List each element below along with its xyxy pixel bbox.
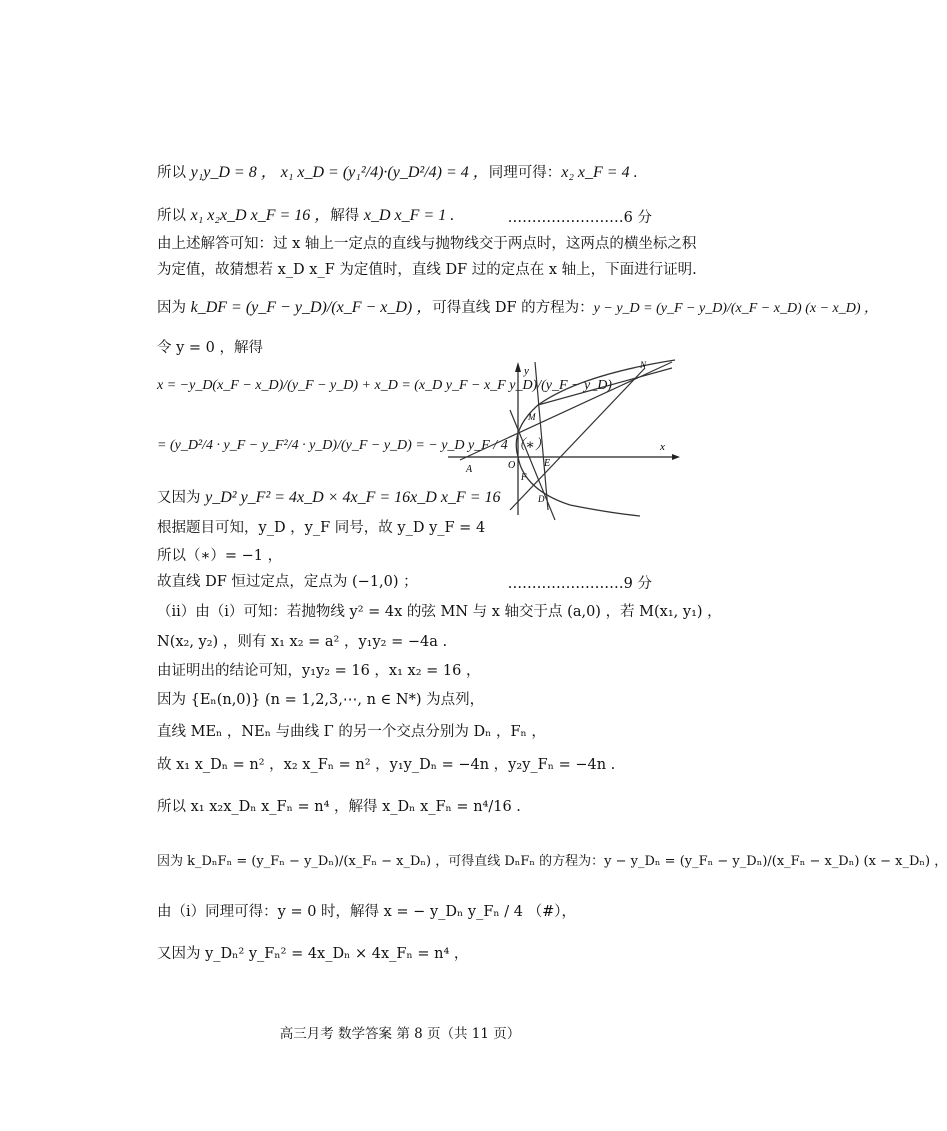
line-17: 直线 MEₙ ，NEₙ 与曲线 Γ 的另一个交点分别为 Dₙ ，Fₙ ， bbox=[157, 724, 546, 740]
line-2-cn2: 解得 bbox=[330, 208, 364, 224]
line-4: 为定值，故猜想若 x_D x_F 为定值时，直线 DF 过的定点在 x 轴上，下面进行证明. bbox=[157, 262, 697, 278]
line-14: N(x₂, y₂) ，则有 x₁ x₂ = a² ，y₁y₂ = −4a . bbox=[157, 634, 448, 650]
line-2-math: x₁ x₂x_D x_F = 16 ， bbox=[190, 207, 331, 224]
line-2-cn: 所以 bbox=[157, 208, 191, 224]
label-x: x bbox=[660, 441, 665, 453]
page-footer: 高三月考 数学答案 第 8 页（共 11 页） bbox=[279, 1026, 521, 1042]
label-N: N bbox=[640, 360, 647, 370]
score-6: ……………………6 分 bbox=[507, 210, 652, 226]
parabola-figure bbox=[440, 350, 680, 520]
line-9-math: y_D² y_F² = 4x_D × 4x_F = 16x_D x_F = 16 bbox=[205, 489, 501, 506]
line-15: 由证明出的结论可知，y₁y₂ = 16 ，x₁ x₂ = 16 ， bbox=[157, 663, 481, 679]
label-A: A bbox=[466, 464, 473, 475]
label-D: D bbox=[538, 494, 545, 504]
line-NF bbox=[510, 368, 645, 510]
line-21: 由（i）同理可得：y = 0 时，解得 x = − y_Dₙ y_Fₙ / 4 （#）， bbox=[157, 904, 577, 920]
line-13: （ii）由（i）可知：若抛物线 y² = 4x 的弦 MN 与 x 轴交于点 (a,0) ，若 M(x₁, y₁) ， bbox=[157, 604, 722, 620]
line-6: 令 y = 0 ，解得 bbox=[157, 340, 264, 356]
line-1-math2: x₂ x_F = 4 . bbox=[561, 164, 638, 181]
line-18: 故 x₁ x_Dₙ = n² ，x₂ x_Fₙ = n² ，y₁y_Dₙ = −4n ，y₂y_Fₙ = −4n . bbox=[157, 757, 616, 773]
line-7: x = −y_D(x_F − x_D)/(y_F − y_D) + x_D = (x_D y_F − x_F y_D)/(y_F − y_D) bbox=[157, 378, 612, 393]
score-9: ……………………9 分 bbox=[507, 576, 652, 592]
label-E: E bbox=[544, 458, 551, 469]
line-20: 因为 k_DₙFₙ = (y_Fₙ − y_Dₙ)/(x_Fₙ − x_Dₙ) ，可得直线 DₙFₙ 的方程为：y − y_Dₙ = (y_Fₙ − y_Dₙ)/(x_Fₙ − x_Dₙ) (x − x_Dₙ) ， bbox=[157, 854, 947, 869]
line-5-math2: y − y_D = (y_F − y_D)/(x_F − x_D) (x − x_D) ， bbox=[593, 301, 879, 316]
label-O: O bbox=[508, 460, 516, 471]
x-axis-arrow bbox=[672, 454, 680, 460]
parabola-curve bbox=[516, 360, 675, 516]
line-2-math2: x_D x_F = 1 . bbox=[363, 207, 455, 224]
line-1-math: y₁y_D = 8 ， x₁ x_D = (y₁²/4)·(y_D²/4) = 4 ， bbox=[190, 164, 489, 181]
label-F: F bbox=[521, 472, 527, 482]
line-1-cn: 所以 bbox=[157, 165, 191, 181]
line-5-cn2: 可得直线 DF 的方程为： bbox=[432, 300, 594, 316]
line-2 bbox=[157, 206, 454, 226]
label-M: M bbox=[528, 412, 536, 422]
line-22: 又因为 y_Dₙ² y_Fₙ² = 4x_Dₙ × 4x_Fₙ = n⁴ ， bbox=[157, 946, 469, 962]
line-8: = (y_D²/4 · y_F − y_F²/4 · y_D)/(y_F − y_D) = − y_D y_F / 4 （∗） bbox=[157, 438, 549, 453]
y-axis-arrow bbox=[515, 362, 521, 372]
line-10: 根据题目可知，y_D ，y_F 同号，故 y_D y_F = 4 bbox=[157, 520, 486, 536]
line-12: 故直线 DF 恒过定点，定点为 (−1,0) ； bbox=[157, 574, 418, 590]
line-3: 由上述解答可知：过 x 轴上一定点的直线与抛物线交于两点时，这两点的横坐标之积 bbox=[157, 236, 697, 252]
line-5 bbox=[157, 298, 878, 319]
line-5-cn: 因为 bbox=[157, 300, 191, 316]
line-9-cn: 又因为 bbox=[157, 490, 206, 506]
label-y: y bbox=[524, 365, 529, 377]
line-16: 因为 {Eₙ(n,0)} (n = 1,2,3,⋯, n ∈ N*) 为点列， bbox=[157, 692, 485, 708]
line-11: 所以（∗）= −1 ， bbox=[157, 548, 283, 564]
line-MN bbox=[538, 368, 672, 405]
line-5-math: k_DF = (y_F − y_D)/(x_F − x_D) ， bbox=[190, 299, 433, 316]
line-1-cn2: 同理可得： bbox=[488, 165, 562, 181]
line-1 bbox=[157, 163, 638, 183]
line-19: 所以 x₁ x₂x_Dₙ x_Fₙ = n⁴ ，解得 x_Dₙ x_Fₙ = n⁴/16 . bbox=[157, 799, 521, 815]
